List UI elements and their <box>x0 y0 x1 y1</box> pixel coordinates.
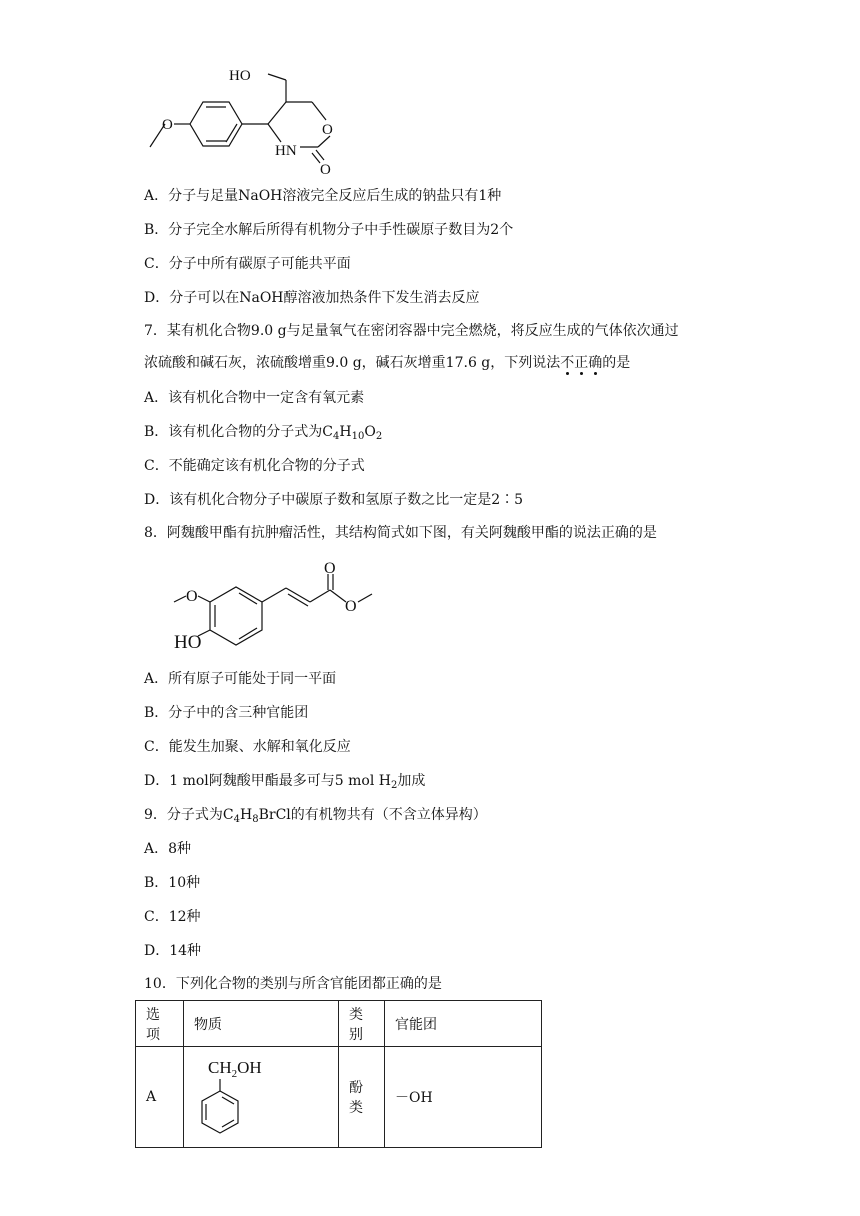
header-option: 选项 <box>136 1001 184 1047</box>
ch2oh-label: $CH_2OH$ <box>208 1058 262 1080</box>
q7-option-d: D．该有机化合物分子中碳原子数和氢原子数之比一定是2∶5 <box>144 492 524 508</box>
methoxy-o-label: O <box>186 588 198 605</box>
q6-option-c: C．分子中所有碳原子可能共平面 <box>144 256 351 272</box>
q6-option-a: A．分子与足量NaOH溶液完全反应后生成的钠盐只有1种 <box>144 188 502 204</box>
q7-stem-line2: 浓硫酸和碱石灰，浓硫酸增重9.0 g，碱石灰增重17.6 g，下列说法不正确的是 <box>144 355 631 371</box>
header-category: 类别 <box>339 1001 385 1047</box>
q9-option-b: B．10种 <box>144 875 201 891</box>
q7-option-b: B．该有机化合物的分子式为$C_4H_{10}O_2$ <box>144 424 383 442</box>
header-substance: 物质 <box>184 1001 339 1047</box>
benzyl-alcohol-structure <box>194 1049 304 1141</box>
ho-label: HO <box>174 632 202 653</box>
header-functional-group: 官能团 <box>385 1001 542 1047</box>
q9-option-c: C．12种 <box>144 909 201 925</box>
q10-stem: 10．下列化合物的类别与所含官能团都正确的是 <box>144 976 442 992</box>
carbonyl-o-label: O <box>324 560 336 577</box>
q8-option-b: B．分子中的含三种官能团 <box>144 705 309 721</box>
q10-table <box>135 1000 542 1148</box>
carbonyl-o-label: O <box>320 162 331 178</box>
q7-option-a: A．该有机化合物中一定含有氧元素 <box>144 390 365 406</box>
methyl-ferulate-structure <box>168 560 378 656</box>
q8-option-a: A．所有原子可能处于同一平面 <box>144 671 337 687</box>
row-a-option: A <box>136 1047 184 1148</box>
q9-option-a: A．8种 <box>144 841 192 857</box>
q8-stem: 8．阿魏酸甲酯有抗肿瘤活性，其结构简式如下图，有关阿魏酸甲酯的说法正确的是 <box>144 525 657 541</box>
methoxy-o-label: O <box>162 117 173 133</box>
q6-option-b: B．分子完全水解后所得有机物分子中手性碳原子数目为2个 <box>144 222 514 238</box>
hn-label: HN <box>275 143 297 159</box>
q8-option-d: D．1 mol阿魏酸甲酯最多可与5 mol $H_2$加成 <box>144 773 426 791</box>
q9-stem: 9．分子式为$C_4H_8BrCl$的有机物共有（不含立体异构） <box>144 807 487 825</box>
table-row <box>136 1047 542 1148</box>
q8-option-c: C．能发生加聚、水解和氧化反应 <box>144 739 351 755</box>
row-a-category: 酚类 <box>339 1047 385 1148</box>
ring-o-label: O <box>322 122 333 138</box>
q7-option-c: C．不能确定该有机化合物的分子式 <box>144 458 365 474</box>
row-a-substance <box>184 1047 339 1148</box>
ho-label: HO <box>229 68 251 84</box>
q7-stem-line1: 7．某有机化合物9.0 g与足量氧气在密闭容器中完全燃烧，将反应生成的气体依次通过 <box>144 323 679 339</box>
q9-option-d: D．14种 <box>144 943 202 959</box>
ester-o-label: O <box>345 598 357 615</box>
row-a-functional-group: －OH <box>385 1047 542 1148</box>
table-header-row <box>136 1001 542 1047</box>
q6-option-d: D．分子可以在NaOH醇溶液加热条件下发生消去反应 <box>144 290 480 306</box>
oxazinanone-structure <box>140 62 370 178</box>
